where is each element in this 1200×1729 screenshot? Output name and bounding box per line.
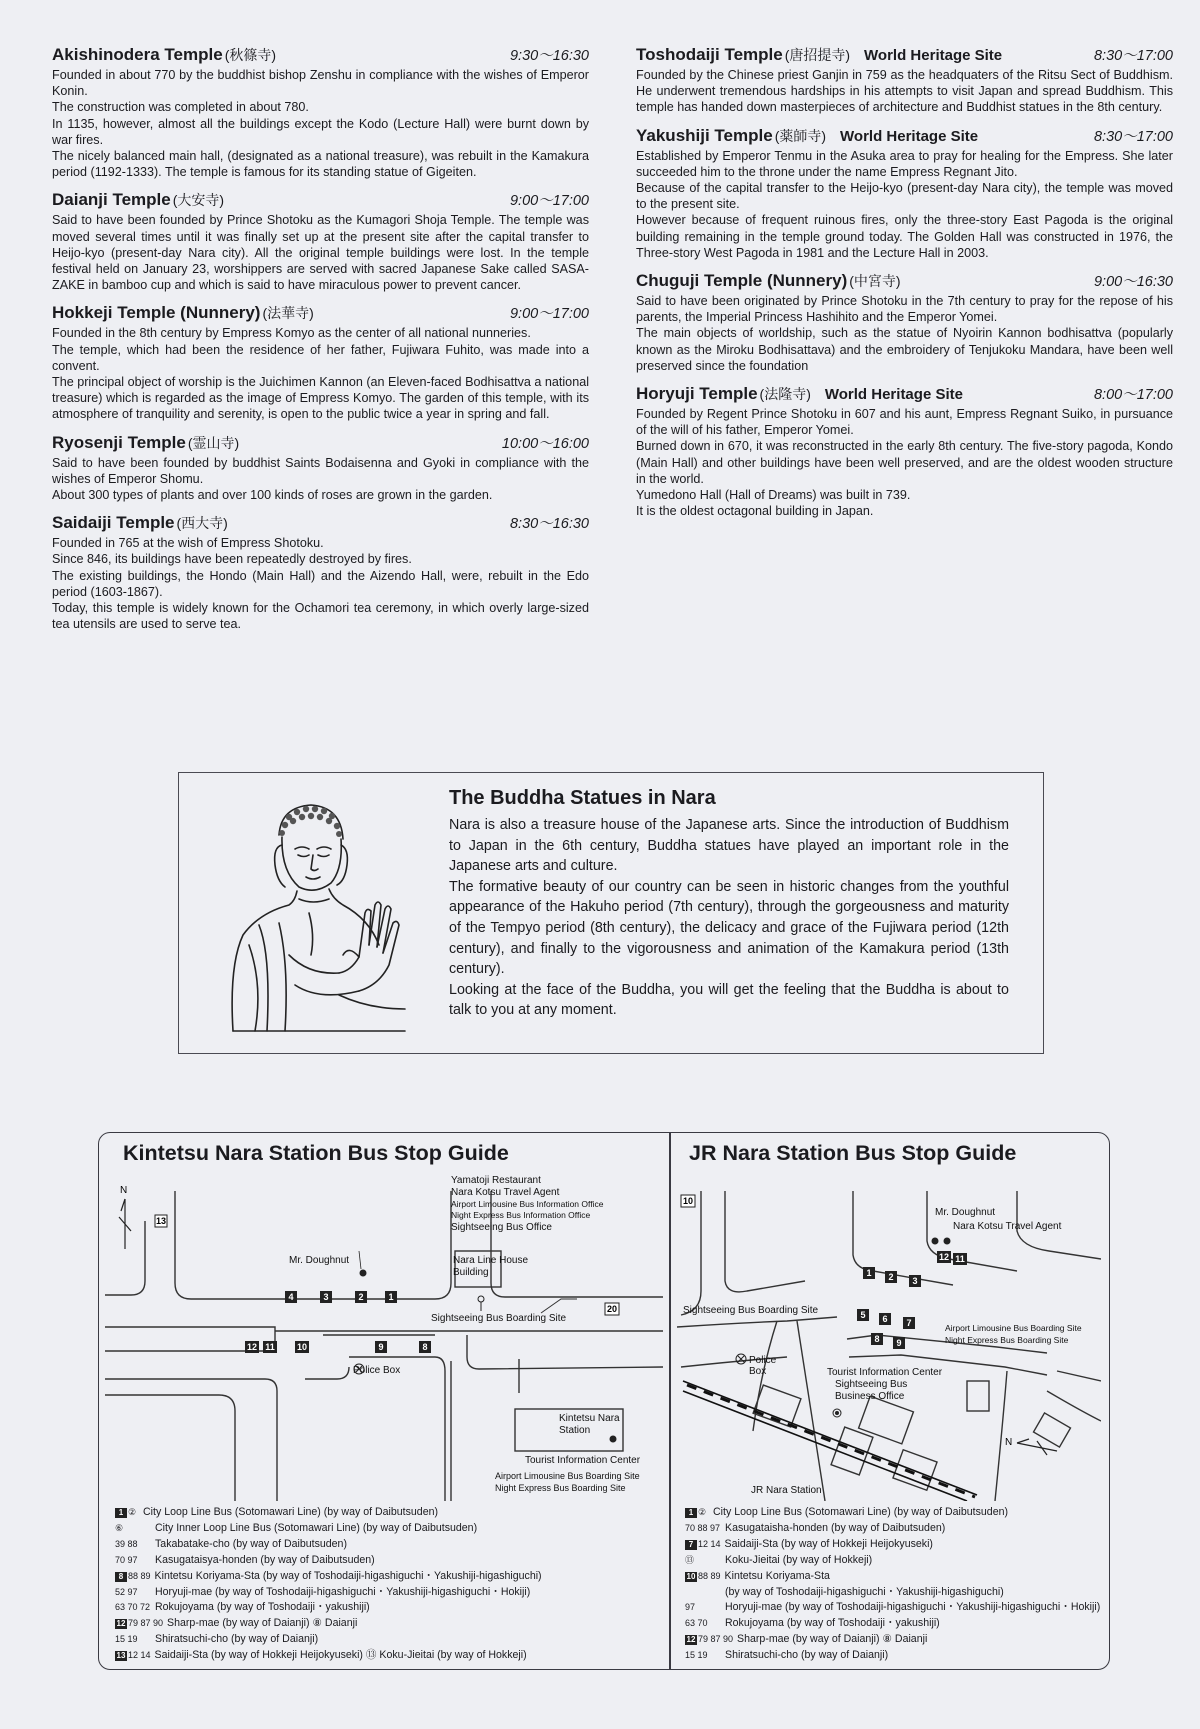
route-stop-codes (685, 1505, 709, 1521)
temple-paragraph: Founded by the Chinese priest Ganjin in 759 as the headquaters of the Ritsu Sect of Buddhism. He underwent tremendous hardships in his attempts to visit Japan and spread Buddhism. This temple has handed down masterpieces of architecture and Buddhist statues in the 8th century. (636, 68, 1173, 115)
svg-text:10: 10 (682, 1196, 694, 1206)
temple-paragraph: Said to have been originated by Prince Shotoku in the 7th century to pray for the repose of his parents, the Imperial Princess Hashihito and the Emperor Yomei. (636, 294, 1173, 325)
travel-agent-marker (944, 1238, 951, 1245)
route-number: 70 97 (115, 1554, 138, 1565)
svg-text:5: 5 (860, 1310, 866, 1320)
map-label: Night Express Bus Information Office (451, 1210, 591, 1220)
temple-name: Saidaiji Temple (52, 513, 175, 533)
svg-text:7: 7 (906, 1318, 912, 1328)
route-stop-codes (685, 1648, 721, 1664)
bus-stop-3 (320, 1291, 332, 1303)
buddha-paragraph: Nara is also a treasure house of the Japanese arts. Since the introduction of Buddhism to Japan in the 6th century, Buddha statues have played an important role in the Japanese arts and culture. (449, 817, 1009, 875)
temple-column-left (52, 44, 589, 641)
map-label: Night Express Bus Boarding Site (945, 1335, 1069, 1345)
route-item (115, 1616, 655, 1632)
map-label: Tourist Information Center (827, 1367, 943, 1378)
bus-stop-7 (903, 1317, 915, 1329)
route-destination: Kasugataisha-honden (by way of Daibutsuden) (725, 1521, 946, 1534)
route-item (115, 1505, 655, 1521)
bus-stop-1 (385, 1291, 397, 1303)
svg-text:2: 2 (358, 1292, 364, 1302)
temple-kanji: (中宮寺) (849, 273, 901, 290)
tourist-center-marker (610, 1436, 617, 1443)
bus-stop-guide (98, 1132, 1110, 1670)
temple-kanji: (霊山寺) (187, 434, 240, 451)
doughnut-marker (360, 1270, 367, 1277)
temple-header (52, 512, 589, 535)
svg-text:1: 1 (388, 1292, 394, 1302)
route-item (115, 1585, 655, 1601)
kintetsu-route-list (115, 1505, 655, 1664)
route-item (685, 1616, 1105, 1632)
temple-kanji: (唐招提寺) (784, 47, 851, 63)
temple-header (52, 302, 589, 325)
route-number: 39 88 (115, 1538, 138, 1549)
route-item (685, 1537, 1105, 1553)
kintetsu-title: Kintetsu Nara Station Bus Stop Guide (123, 1141, 509, 1165)
route-destination: Kintetsu Koriyama-Sta (724, 1569, 830, 1582)
temple-hours: 8:30〜17:00 (1093, 48, 1173, 64)
svg-text:12: 12 (938, 1252, 950, 1262)
map-label: Airport Limousine Bus Boarding Site (945, 1323, 1082, 1333)
temple-kanji: (法華寺) (262, 305, 314, 322)
route-stop-codes (115, 1569, 151, 1585)
bus-stop-6 (879, 1313, 891, 1325)
temple-paragraph: Founded in 765 at the wish of Empress Shotoku. (52, 536, 324, 551)
map-label: Sightseeing Bus Boarding Site (431, 1313, 567, 1324)
map-label: Kintetsu Nara (559, 1413, 620, 1424)
temple-paragraph: The nicely balanced main hall, (designated as a national treasure), was rebuilt in the Kamakura period (1192-1333). The temple is famous for its standing statue of Gigeiten. (52, 149, 589, 180)
bus-stop-8 (419, 1341, 431, 1353)
temple-entry (52, 512, 589, 632)
route-item (685, 1585, 1105, 1601)
buddha-title: The Buddha Statues in Nara (449, 787, 716, 809)
route-destination: Kintetsu Koriyama-Sta (by way of Toshodaiji-higashiguchi・Yakushiji-higashiguchi) (154, 1569, 542, 1582)
bus-stop-1 (863, 1267, 875, 1279)
svg-text:4: 4 (288, 1292, 294, 1302)
map-label: Tourist Information Center (525, 1455, 641, 1466)
temple-name: Toshodaiji Temple (636, 45, 783, 64)
route-destination: City Loop Line Bus (Sotomawari Line) (by way of Daibutsuden) (713, 1506, 1009, 1518)
north-label: N (1005, 1437, 1013, 1448)
temple-entry (52, 44, 589, 180)
temple-name: Daianji Temple (52, 190, 171, 210)
stop-number-badge: 12 (116, 1619, 126, 1629)
route-destination: City Loop Line Bus (Sotomawari Line) (by way of Daibutsuden) (143, 1506, 439, 1518)
temple-paragraph: Today, this temple is widely known for the Ochamori tea ceremony, in which overly large-sized tea utensils are used to serve tea. (52, 601, 589, 632)
temple-entry (636, 125, 1173, 261)
svg-text:9: 9 (896, 1338, 902, 1348)
temple-hours: 8:30〜16:30 (509, 516, 589, 533)
route-destination: Sharp-mae (by way of Daianji) ⑧ Daianji (167, 1617, 358, 1630)
svg-text:3: 3 (323, 1292, 329, 1302)
route-stop-codes (115, 1505, 139, 1521)
temple-paragraph: Yumedono Hall (Hall of Dreams) was built in 739. (636, 488, 911, 503)
bus-stop-9 (375, 1341, 387, 1353)
temple-paragraph: The construction was completed in about 780. (52, 100, 309, 115)
route-item (115, 1600, 655, 1616)
svg-text:12: 12 (246, 1342, 258, 1352)
temple-kanji: (大安寺) (172, 192, 225, 209)
route-number: 12 14 (698, 1538, 721, 1549)
bus-stop-9 (893, 1337, 905, 1349)
temple-description (52, 535, 589, 632)
svg-text:13: 13 (155, 1216, 167, 1226)
route-number: 79 87 90 (698, 1634, 734, 1645)
temple-description (52, 325, 589, 422)
temple-paragraph: Burned down in 670, it was reconstructed in the early 8th century. The five-story pagoda, Kondo (Main Hall) and other buildings have been well preserved, and are the oldest wooden structure in the world. (636, 439, 1173, 486)
route-item (685, 1648, 1105, 1664)
map-label: Airport Limousine Bus Boarding Site (495, 1471, 640, 1481)
route-destination: Horyuji-mae (by way of Toshodaiji-higashiguchi・Yakushiji-higashiguchi・Hokiji) (155, 1585, 531, 1598)
bus-stop-10 (295, 1341, 309, 1353)
stop-number-badge: 12 (686, 1635, 696, 1645)
route-stop-codes (685, 1537, 721, 1553)
temple-entry (636, 44, 1173, 116)
route-item (685, 1505, 1105, 1521)
route-stop-codes (115, 1648, 151, 1664)
doughnut-marker (932, 1238, 939, 1245)
route-stop-codes (685, 1553, 721, 1569)
route-number: ② (128, 1507, 137, 1517)
route-stop-codes (115, 1553, 151, 1569)
temple-paragraph: The temple, which had been the residence of her father, Fujiwara Fuhito, was made into a convent. (52, 342, 589, 373)
route-item (685, 1632, 1105, 1648)
route-stop-codes (685, 1521, 721, 1537)
bus-stop-5 (857, 1309, 869, 1321)
route-destination: Kasugataisya-honden (by way of Daibutsuden) (155, 1553, 375, 1566)
route-number: ② (698, 1507, 707, 1517)
temple-kanji: (秋篠寺) (224, 47, 277, 63)
temple-paragraph: However because of frequent ruinous fires, only the three-story East Pagoda is the original building remaining in the temple ground today. The Golden Hall was constructed in 1976, the Three-story West Pagoda in 1981 and the Lecture Hall in 2003. (636, 213, 1173, 260)
north-label: N (120, 1185, 128, 1196)
route-stop-codes (685, 1569, 721, 1585)
temple-kanji: (薬師寺) (774, 127, 827, 144)
temple-paragraph: The existing buildings, the Hondo (Main Hall) and the Aizendo Hall, were, rebuilt in the Edo period (1603-1867). (52, 568, 589, 599)
temple-paragraph: Established by Emperor Tenmu in the Asuka area to pray for healing for the Empress. She later succeeded him to the throne under the name Empress Regnant Jito. (636, 148, 1173, 179)
route-destination: Rokujoyama (by way of Toshodaiji・yakushiji) (155, 1601, 370, 1614)
route-item (115, 1648, 655, 1664)
temple-paragraph: About 300 types of plants and over 100 kinds of roses are grown in the garden. (52, 488, 493, 503)
route-stop-codes (115, 1616, 163, 1632)
temple-description (636, 67, 1173, 116)
temple-name: Chuguji Temple (Nunnery) (636, 271, 848, 291)
temple-header (636, 44, 1173, 67)
temple-header (52, 44, 589, 67)
route-destination: Saidaiji-Sta (by way of Hokkeji Heijokyuseki) ⑬ Koku-Jieitai (by way of Hokkeji) (154, 1649, 527, 1662)
route-stop-codes (685, 1600, 721, 1616)
buddha-paragraph: Looking at the face of the Buddha, you will get the feeling that the Buddha is about to talk to you at any moment. (449, 981, 1009, 1019)
temple-kanji: (西大寺) (176, 515, 228, 532)
temple-hours: 8:00〜17:00 (1093, 387, 1173, 404)
bus-stop-11 (263, 1341, 277, 1353)
route-number: 97 (685, 1602, 696, 1613)
map-label: Nara Kotsu Travel Agent (953, 1221, 1062, 1232)
buddha-illustration (219, 795, 409, 1039)
temple-name: Yakushiji Temple (636, 125, 773, 145)
map-label: Building (453, 1267, 489, 1278)
buddha-paragraph: The formative beauty of our country can be seen in historic changes from the youthful appearance of the Hakuho period (7th century), through the gorgeousness and maturity of the Tempyo period (8th century), the delicacy and grace of the Fujiwara period (12th century), and finally to the vigorousness and animation of the Kamakura period (13th century). (449, 878, 1009, 978)
route-number: 12 14 (128, 1650, 151, 1661)
svg-text:9: 9 (378, 1342, 384, 1352)
buddha-text (449, 787, 1009, 1021)
temple-name: Hokkeji Temple (Nunnery) (52, 303, 261, 323)
temple-header (636, 383, 1173, 406)
route-stop-codes (115, 1585, 151, 1601)
map-label: Business Office (835, 1391, 905, 1402)
route-item (115, 1553, 655, 1569)
route-number: 79 87 90 (128, 1618, 164, 1629)
temple-paragraph: Since 846, its buildings have been repeatedly destroyed by fires. (52, 552, 412, 567)
bus-stop-20 (605, 1303, 619, 1315)
temple-hours: 10:00〜16:00 (501, 435, 589, 452)
bus-stop-2 (885, 1271, 897, 1283)
stop-number-badge: 7 (685, 1540, 697, 1550)
route-stop-codes (685, 1632, 733, 1648)
temple-name: Akishinodera Temple (52, 45, 223, 64)
map-label: JR Nara Station (751, 1485, 822, 1496)
route-item (685, 1521, 1105, 1537)
bus-stop-3 (909, 1275, 921, 1287)
route-item (115, 1521, 655, 1537)
map-label: Airport Limousine Bus Information Office (451, 1199, 604, 1209)
map-label: Yamatoji Restaurant (451, 1175, 541, 1186)
map-label: Station (559, 1425, 591, 1436)
temple-name: Ryosenji Temple (52, 432, 186, 452)
temple-entry (52, 432, 589, 504)
route-number: ⑬ (685, 1554, 695, 1565)
route-number: 63 70 72 (115, 1602, 151, 1613)
svg-text:8: 8 (874, 1334, 880, 1344)
temple-entry (636, 383, 1173, 519)
route-number: 70 88 97 (685, 1522, 721, 1533)
temple-name: Horyuji Temple (636, 384, 758, 404)
bus-stop-8 (871, 1333, 883, 1345)
route-number: 88 89 (698, 1570, 721, 1581)
route-item (685, 1600, 1105, 1616)
route-number: 15 19 (685, 1650, 708, 1661)
temple-description (52, 212, 589, 293)
stop-number-badge: 10 (686, 1571, 696, 1581)
route-number: 88 89 (128, 1570, 151, 1581)
bus-stop-10 (681, 1195, 695, 1207)
bus-stop-13 (155, 1215, 167, 1227)
temple-header (52, 432, 589, 455)
nara-line-marker (478, 1296, 484, 1302)
bus-stop-11 (953, 1253, 967, 1265)
temple-column-right (636, 44, 1173, 528)
temple-header (636, 125, 1173, 148)
route-destination: Saidaiji-Sta (by way of Hokkeji Heijokyuseki) (724, 1537, 933, 1550)
route-stop-codes (115, 1600, 151, 1616)
svg-text:3: 3 (912, 1276, 918, 1286)
temple-hours: 9:00〜17:00 (509, 306, 589, 323)
temple-description (636, 148, 1173, 261)
map-label: Police Box (353, 1365, 401, 1376)
temple-header (52, 189, 589, 212)
temple-paragraph: The principal object of worship is the Juichimen Kannon (an Eleven-faced Bodhisattva a national treasure) which is regarded as the image of Empress Komyo. The garden of this temple, with its atmosphere of tranquility and serenity, is open to the public twice a year in spring and fall. (52, 375, 589, 422)
route-destination: (by way of Toshodaiji-higashiguchi・Yakushiji-higashiguchi) (725, 1585, 1004, 1598)
map-label: Sightseeing Bus Office (451, 1222, 552, 1233)
route-destination: Horyuji-mae (by way of Toshodaiji-higashiguchi・Yakushiji-higashiguchi・Hokiji) (725, 1601, 1101, 1614)
world-heritage-label: World Heritage Site (864, 47, 1003, 64)
route-stop-codes (115, 1632, 151, 1648)
temple-paragraph: It is the oldest octagonal building in Japan. (636, 504, 874, 519)
temple-hours: 9:00〜17:00 (509, 193, 589, 210)
stop-number-badge: 1 (685, 1508, 697, 1518)
map-label: Nara Kotsu Travel Agent (451, 1187, 560, 1198)
route-item (685, 1569, 1105, 1585)
map-label: Mr. Doughnut (935, 1207, 996, 1218)
route-destination: Sharp-mae (by way of Daianji) ⑧ Daianji (737, 1633, 928, 1646)
svg-text:1: 1 (866, 1268, 872, 1278)
route-destination: Shiratsuchi-cho (by way of Daianji) (155, 1633, 319, 1646)
bus-stop-4 (285, 1291, 297, 1303)
route-destination: Rokujoyama (by way of Toshodaiji・yakushiji) (725, 1617, 940, 1630)
svg-text:20: 20 (606, 1304, 618, 1314)
bus-stop-2 (355, 1291, 367, 1303)
temple-paragraph: In 1135, however, almost all the buildings except the Kodo (Lecture Hall) were burnt down by war fires. (52, 116, 589, 147)
map-label: Box (749, 1366, 767, 1377)
route-stop-codes (115, 1521, 151, 1537)
svg-text:11: 11 (955, 1254, 965, 1264)
svg-text:10: 10 (296, 1342, 308, 1352)
stop-number-badge: 13 (116, 1651, 126, 1661)
bus-stop-12 (245, 1341, 259, 1353)
temple-hours: 8:30〜17:00 (1093, 128, 1173, 145)
temple-paragraph: Founded in about 770 by the buddhist bishop Zenshu in compliance with the wishes of Emperor Konin. (52, 68, 589, 99)
route-stop-codes (685, 1616, 721, 1632)
route-item (115, 1537, 655, 1553)
route-item (685, 1553, 1105, 1569)
route-destination: Takabatake-cho (by way of Daibutsuden) (155, 1537, 347, 1550)
route-number: ⑥ (115, 1522, 124, 1533)
temple-paragraph: Founded by Regent Prince Shotoku in 607 and his aunt, Empress Regnant Suiko, in pursuance of the will of his father, Emperor Yomei. (636, 407, 1173, 438)
route-stop-codes (115, 1537, 151, 1553)
temple-description (636, 293, 1173, 374)
jr-route-list (685, 1505, 1105, 1664)
temple-paragraph: Founded in the 8th century by Empress Komyo as the center of all national nunneries. (52, 326, 531, 341)
map-label: Sightseeing Bus (835, 1379, 908, 1390)
map-label: Night Express Bus Boarding Site (495, 1483, 626, 1493)
temple-description (52, 455, 589, 504)
route-item (115, 1569, 655, 1585)
temple-paragraph: Said to have been founded by Prince Shotoku as the Kumagori Shoja Temple. The temple was moved several times until it was finally set up at the present site after the capital transfer to Heijo-kyo (present-day Nara city). All the original temple buildings were lost. In the temple festival held on January 23, worshippers are served with sacred Japanese Sake called SASA-ZAKE in bamboo cup and which is said to have miraculous power to prevent cancer. (52, 213, 589, 293)
map-label: Sightseeing Bus Boarding Site (683, 1305, 819, 1316)
stop-number-badge: 8 (115, 1572, 127, 1582)
bus-stop-12 (937, 1251, 951, 1263)
world-heritage-label: World Heritage Site (840, 127, 979, 145)
svg-text:8: 8 (422, 1342, 428, 1352)
svg-text:2: 2 (888, 1272, 894, 1282)
world-heritage-label: World Heritage Site (824, 386, 963, 404)
temple-kanji: (法隆寺) (759, 386, 811, 403)
buddha-statues-box (178, 772, 1044, 1054)
route-number: 63 70 (685, 1618, 708, 1629)
temple-paragraph: Because of the capital transfer to the Heijo-kyo (present-day Nara city), the temple was moved to the present site. (636, 181, 1173, 212)
map-label: Police (749, 1355, 777, 1366)
temple-paragraph: Said to have been founded by buddhist Saints Bodaisenna and Gyoki in compliance with the wishes of Emperor Shomu. (52, 455, 589, 486)
svg-text:11: 11 (265, 1342, 275, 1352)
route-destination: City Inner Loop Line Bus (Sotomawari Line) (by way of Daibutsuden) (155, 1521, 478, 1534)
temple-hours: 9:00〜16:30 (1093, 274, 1173, 291)
temple-description (636, 406, 1173, 519)
guide-divider (669, 1133, 671, 1669)
temple-description (52, 67, 589, 180)
map-label: Nara Line House (453, 1255, 529, 1266)
jr-map (677, 1171, 1101, 1501)
route-number: 52 97 (115, 1586, 138, 1597)
route-item (115, 1632, 655, 1648)
kintetsu-map (105, 1171, 663, 1501)
route-number: 15 19 (115, 1634, 138, 1645)
temple-hours: 9:30〜16:30 (509, 48, 589, 64)
route-destination: Koku-Jieitai (by way of Hokkeji) (725, 1553, 873, 1566)
jr-title: JR Nara Station Bus Stop Guide (689, 1141, 1017, 1165)
map-label: Mr. Doughnut (289, 1255, 350, 1266)
temple-paragraph: The main objects of worldship, such as the statue of Nyoirin Kannon bodhisattva (popularly known as the Miroku Bodhisattava) and the embroidery of Tenjukoku Mandara, have been well preserved since the foundation (636, 326, 1173, 373)
temple-header (636, 270, 1173, 293)
temple-entry (52, 302, 589, 422)
svg-text:6: 6 (882, 1314, 888, 1324)
stop-number-badge: 1 (115, 1508, 127, 1518)
temple-entry (52, 189, 589, 293)
route-destination: Shiratsuchi-cho (by way of Daianji) (725, 1649, 889, 1662)
temple-entry (636, 270, 1173, 374)
